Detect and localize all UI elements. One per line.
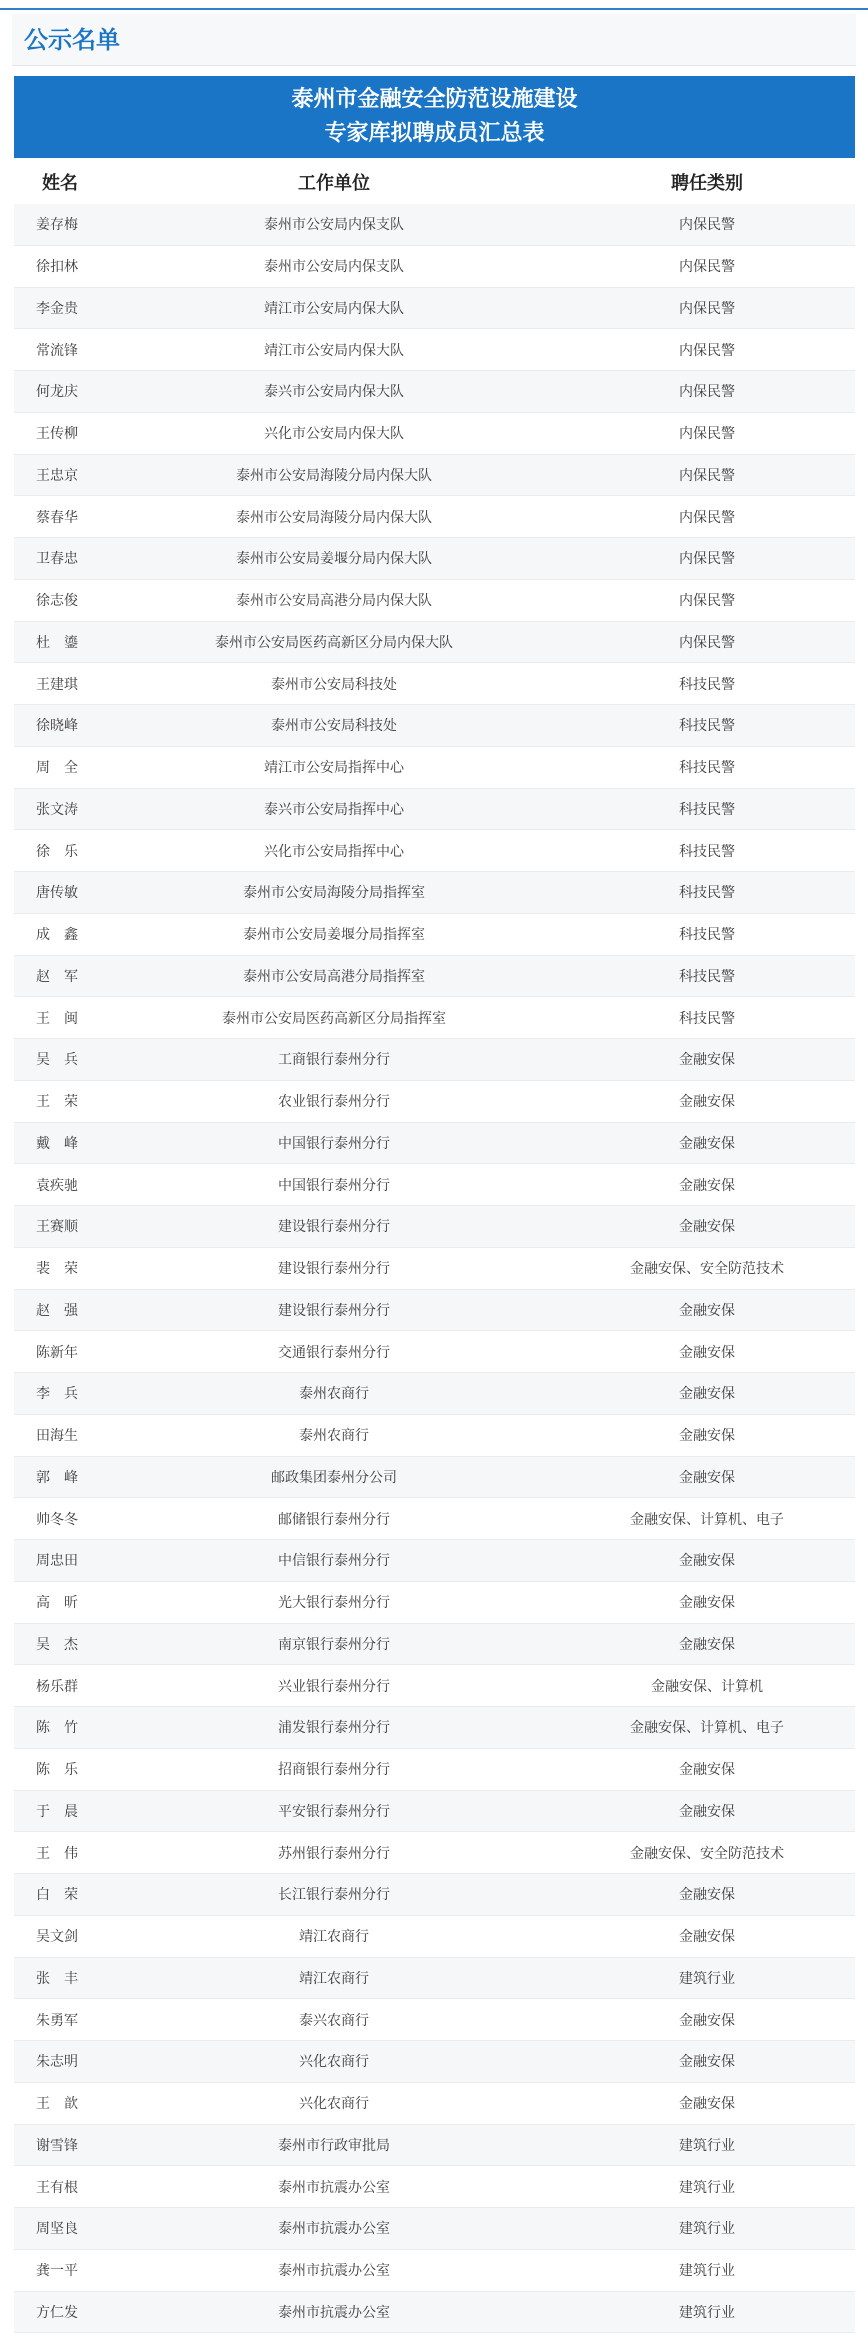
table-row xyxy=(14,1498,855,1540)
cell-category: 金融安保 xyxy=(559,1915,855,1957)
table-row xyxy=(14,496,855,538)
cell-name: 赵 军 xyxy=(14,955,109,997)
table-row xyxy=(14,287,855,329)
cell-employer: 工商银行泰州分行 xyxy=(109,1039,559,1081)
cell-name: 李金贵 xyxy=(14,287,109,329)
cell-employer: 靖江市公安局指挥中心 xyxy=(109,746,559,788)
table-row xyxy=(14,1707,855,1749)
table-row xyxy=(14,1748,855,1790)
cell-employer: 泰州市公安局医药高新区分局指挥室 xyxy=(109,997,559,1039)
cell-name: 白 荣 xyxy=(14,1874,109,1916)
cell-category: 金融安保 xyxy=(559,1414,855,1456)
table-row xyxy=(14,1039,855,1081)
cell-category: 内保民警 xyxy=(559,204,855,245)
cell-employer: 中信银行泰州分行 xyxy=(109,1540,559,1582)
cell-category: 金融安保 xyxy=(559,1164,855,1206)
table-row xyxy=(14,2041,855,2083)
cell-name: 陈新年 xyxy=(14,1331,109,1373)
cell-category: 金融安保 xyxy=(559,1790,855,1832)
cell-category: 金融安保、安全防范技术 xyxy=(559,1247,855,1289)
table-row xyxy=(14,1540,855,1582)
table-row xyxy=(14,1122,855,1164)
table-row xyxy=(14,1164,855,1206)
cell-name: 唐传敏 xyxy=(14,872,109,914)
top-divider xyxy=(0,8,868,10)
cell-category: 科技民警 xyxy=(559,746,855,788)
table-header-row xyxy=(14,160,855,204)
header-category: 聘任类别 xyxy=(671,173,743,194)
cell-category: 金融安保 xyxy=(559,1581,855,1623)
cell-name: 张文涛 xyxy=(14,788,109,830)
table-row xyxy=(14,371,855,413)
cell-employer: 泰州市抗震办公室 xyxy=(109,2291,559,2333)
cell-category: 金融安保 xyxy=(559,2041,855,2083)
cell-name: 于 晨 xyxy=(14,1790,109,1832)
cell-employer: 交通银行泰州分行 xyxy=(109,1331,559,1373)
table-row xyxy=(14,1915,855,1957)
cell-employer: 泰州市公安局医药高新区分局内保大队 xyxy=(109,621,559,663)
table-row xyxy=(14,1790,855,1832)
cell-name: 徐志俊 xyxy=(14,579,109,621)
cell-employer: 苏州银行泰州分行 xyxy=(109,1832,559,1874)
cell-name: 常流锋 xyxy=(14,329,109,371)
cell-category: 科技民警 xyxy=(559,872,855,914)
cell-employer: 泰兴市公安局指挥中心 xyxy=(109,788,559,830)
cell-category: 建筑行业 xyxy=(559,2208,855,2250)
cell-name: 王 荣 xyxy=(14,1080,109,1122)
table-row xyxy=(14,746,855,788)
table-row xyxy=(14,1665,855,1707)
cell-employer: 招商银行泰州分行 xyxy=(109,1748,559,1790)
cell-employer: 泰州市抗震办公室 xyxy=(109,2249,559,2291)
cell-employer: 泰州市公安局海陵分局指挥室 xyxy=(109,872,559,914)
cell-category: 科技民警 xyxy=(559,955,855,997)
table-row xyxy=(14,955,855,997)
cell-employer: 泰州市公安局内保支队 xyxy=(109,245,559,287)
cell-employer: 泰州市公安局海陵分局内保大队 xyxy=(109,496,559,538)
cell-category: 金融安保 xyxy=(559,1373,855,1415)
cell-employer: 靖江市公安局内保大队 xyxy=(109,329,559,371)
cell-category: 金融安保 xyxy=(559,1623,855,1665)
table-row xyxy=(14,788,855,830)
cell-name: 徐晓峰 xyxy=(14,705,109,747)
table-row xyxy=(14,872,855,914)
cell-employer: 泰州农商行 xyxy=(109,1373,559,1415)
table-row xyxy=(14,2208,855,2250)
table-row xyxy=(14,329,855,371)
table-row xyxy=(14,2249,855,2291)
cell-employer: 泰州市公安局科技处 xyxy=(109,705,559,747)
table-row xyxy=(14,1957,855,1999)
cell-name: 张 丰 xyxy=(14,1957,109,1999)
table-row xyxy=(14,2291,855,2333)
cell-category: 金融安保 xyxy=(559,1999,855,2041)
cell-employer: 邮政集团泰州分公司 xyxy=(109,1456,559,1498)
cell-employer: 中国银行泰州分行 xyxy=(109,1164,559,1206)
cell-employer: 泰州市公安局姜堰分局内保大队 xyxy=(109,538,559,580)
cell-name: 卫春忠 xyxy=(14,538,109,580)
cell-category: 建筑行业 xyxy=(559,1957,855,1999)
cell-category: 科技民警 xyxy=(559,997,855,1039)
cell-category: 科技民警 xyxy=(559,830,855,872)
cell-name: 高 昕 xyxy=(14,1581,109,1623)
cell-employer: 建设银行泰州分行 xyxy=(109,1289,559,1331)
table-row xyxy=(14,1456,855,1498)
cell-category: 内保民警 xyxy=(559,329,855,371)
cell-name: 龚一平 xyxy=(14,2249,109,2291)
cell-category: 金融安保 xyxy=(559,1206,855,1248)
cell-name: 陈 竹 xyxy=(14,1707,109,1749)
table-body xyxy=(14,204,855,2333)
cell-name: 吴文剑 xyxy=(14,1915,109,1957)
cell-employer: 兴化市公安局内保大队 xyxy=(109,412,559,454)
cell-category: 内保民警 xyxy=(559,412,855,454)
header-name: 姓名 xyxy=(42,173,78,194)
cell-name: 郭 峰 xyxy=(14,1456,109,1498)
cell-category: 建筑行业 xyxy=(559,2249,855,2291)
cell-name: 吴 兵 xyxy=(14,1039,109,1081)
cell-name: 帅冬冬 xyxy=(14,1498,109,1540)
table-row xyxy=(14,204,855,245)
table-row xyxy=(14,1080,855,1122)
cell-name: 何龙庆 xyxy=(14,371,109,413)
cell-name: 周 全 xyxy=(14,746,109,788)
cell-name: 王赛顺 xyxy=(14,1206,109,1248)
cell-name: 戴 峰 xyxy=(14,1122,109,1164)
cell-category: 内保民警 xyxy=(559,245,855,287)
cell-name: 王 伟 xyxy=(14,1832,109,1874)
cell-name: 田海生 xyxy=(14,1414,109,1456)
cell-employer: 建设银行泰州分行 xyxy=(109,1206,559,1248)
cell-name: 姜存梅 xyxy=(14,204,109,245)
table-row xyxy=(14,1999,855,2041)
cell-employer: 泰州农商行 xyxy=(109,1414,559,1456)
cell-category: 金融安保 xyxy=(559,1289,855,1331)
table-row xyxy=(14,1331,855,1373)
cell-employer: 浦发银行泰州分行 xyxy=(109,1707,559,1749)
table-row xyxy=(14,1373,855,1415)
cell-employer: 靖江市公安局内保大队 xyxy=(109,287,559,329)
table-row xyxy=(14,412,855,454)
table-row xyxy=(14,705,855,747)
cell-name: 杨乐群 xyxy=(14,1665,109,1707)
table-row xyxy=(14,1832,855,1874)
cell-employer: 兴业银行泰州分行 xyxy=(109,1665,559,1707)
cell-name: 王 闽 xyxy=(14,997,109,1039)
cell-name: 李 兵 xyxy=(14,1373,109,1415)
cell-name: 王 歆 xyxy=(14,2082,109,2124)
table-row xyxy=(14,579,855,621)
table-row xyxy=(14,830,855,872)
cell-name: 袁疾驰 xyxy=(14,1164,109,1206)
cell-name: 成 鑫 xyxy=(14,913,109,955)
expert-roster-table xyxy=(14,160,855,2333)
cell-employer: 兴化农商行 xyxy=(109,2082,559,2124)
cell-category: 建筑行业 xyxy=(559,2124,855,2166)
cell-category: 内保民警 xyxy=(559,579,855,621)
cell-employer: 中国银行泰州分行 xyxy=(109,1122,559,1164)
cell-name: 方仁发 xyxy=(14,2291,109,2333)
table-row xyxy=(14,1206,855,1248)
table-row xyxy=(14,621,855,663)
cell-name: 裴 荣 xyxy=(14,1247,109,1289)
cell-category: 内保民警 xyxy=(559,454,855,496)
table-row xyxy=(14,454,855,496)
cell-employer: 农业银行泰州分行 xyxy=(109,1080,559,1122)
table-title-line-2: 专家库拟聘成员汇总表 xyxy=(324,121,545,146)
cell-name: 吴 杰 xyxy=(14,1623,109,1665)
cell-name: 朱勇军 xyxy=(14,1999,109,2041)
table-row xyxy=(14,1247,855,1289)
cell-employer: 靖江农商行 xyxy=(109,1957,559,1999)
cell-name: 徐扣林 xyxy=(14,245,109,287)
cell-employer: 泰兴市公安局内保大队 xyxy=(109,371,559,413)
cell-category: 金融安保 xyxy=(559,1331,855,1373)
cell-category: 金融安保、安全防范技术 xyxy=(559,1832,855,1874)
cell-category: 金融安保、计算机、电子 xyxy=(559,1707,855,1749)
cell-employer: 泰州市行政审批局 xyxy=(109,2124,559,2166)
cell-employer: 兴化市公安局指挥中心 xyxy=(109,830,559,872)
cell-category: 科技民警 xyxy=(559,663,855,705)
cell-category: 金融安保 xyxy=(559,1748,855,1790)
cell-category: 金融安保、计算机、电子 xyxy=(559,1498,855,1540)
cell-employer: 泰州市公安局高港分局指挥室 xyxy=(109,955,559,997)
cell-name: 朱志明 xyxy=(14,2041,109,2083)
cell-employer: 泰兴农商行 xyxy=(109,1999,559,2041)
table-title-line-1: 泰州市金融安全防范设施建设 xyxy=(291,87,578,112)
section-title: 公示名单 xyxy=(12,14,856,66)
cell-employer: 泰州市公安局海陵分局内保大队 xyxy=(109,454,559,496)
table-row xyxy=(14,663,855,705)
table-row xyxy=(14,2082,855,2124)
cell-employer: 光大银行泰州分行 xyxy=(109,1581,559,1623)
cell-employer: 南京银行泰州分行 xyxy=(109,1623,559,1665)
table-title-banner xyxy=(14,76,855,158)
cell-category: 内保民警 xyxy=(559,496,855,538)
cell-name: 周忠田 xyxy=(14,1540,109,1582)
cell-category: 科技民警 xyxy=(559,913,855,955)
cell-category: 金融安保、计算机 xyxy=(559,1665,855,1707)
cell-employer: 泰州市抗震办公室 xyxy=(109,2208,559,2250)
cell-employer: 泰州市公安局高港分局内保大队 xyxy=(109,579,559,621)
cell-category: 金融安保 xyxy=(559,1122,855,1164)
cell-category: 内保民警 xyxy=(559,538,855,580)
cell-name: 赵 强 xyxy=(14,1289,109,1331)
cell-employer: 平安银行泰州分行 xyxy=(109,1790,559,1832)
table-row xyxy=(14,1623,855,1665)
cell-category: 科技民警 xyxy=(559,788,855,830)
cell-category: 金融安保 xyxy=(559,1080,855,1122)
cell-category: 金融安保 xyxy=(559,1540,855,1582)
table-row xyxy=(14,245,855,287)
cell-category: 金融安保 xyxy=(559,1039,855,1081)
table-row xyxy=(14,1581,855,1623)
cell-category: 内保民警 xyxy=(559,621,855,663)
cell-employer: 建设银行泰州分行 xyxy=(109,1247,559,1289)
cell-category: 科技民警 xyxy=(559,705,855,747)
cell-name: 蔡春华 xyxy=(14,496,109,538)
cell-name: 王传柳 xyxy=(14,412,109,454)
cell-category: 内保民警 xyxy=(559,371,855,413)
table-row xyxy=(14,913,855,955)
cell-employer: 泰州市抗震办公室 xyxy=(109,2166,559,2208)
table-row xyxy=(14,538,855,580)
cell-name: 王忠京 xyxy=(14,454,109,496)
table-row xyxy=(14,1289,855,1331)
cell-name: 王有根 xyxy=(14,2166,109,2208)
cell-employer: 兴化农商行 xyxy=(109,2041,559,2083)
table-row xyxy=(14,997,855,1039)
cell-name: 谢雪锋 xyxy=(14,2124,109,2166)
table-row xyxy=(14,1874,855,1916)
cell-category: 建筑行业 xyxy=(559,2166,855,2208)
cell-category: 金融安保 xyxy=(559,1456,855,1498)
cell-employer: 长江银行泰州分行 xyxy=(109,1874,559,1916)
cell-employer: 泰州市公安局内保支队 xyxy=(109,204,559,245)
table-row xyxy=(14,1414,855,1456)
header-employer: 工作单位 xyxy=(298,173,370,194)
table-row xyxy=(14,2124,855,2166)
cell-employer: 邮储银行泰州分行 xyxy=(109,1498,559,1540)
cell-name: 陈 乐 xyxy=(14,1748,109,1790)
cell-name: 徐 乐 xyxy=(14,830,109,872)
cell-category: 金融安保 xyxy=(559,2082,855,2124)
cell-name: 周坚良 xyxy=(14,2208,109,2250)
cell-employer: 泰州市公安局科技处 xyxy=(109,663,559,705)
cell-employer: 泰州市公安局姜堰分局指挥室 xyxy=(109,913,559,955)
cell-category: 金融安保 xyxy=(559,1874,855,1916)
cell-name: 王建琪 xyxy=(14,663,109,705)
cell-category: 内保民警 xyxy=(559,287,855,329)
table-row xyxy=(14,2166,855,2208)
cell-employer: 靖江农商行 xyxy=(109,1915,559,1957)
cell-name: 杜 鎏 xyxy=(14,621,109,663)
cell-category: 建筑行业 xyxy=(559,2291,855,2333)
